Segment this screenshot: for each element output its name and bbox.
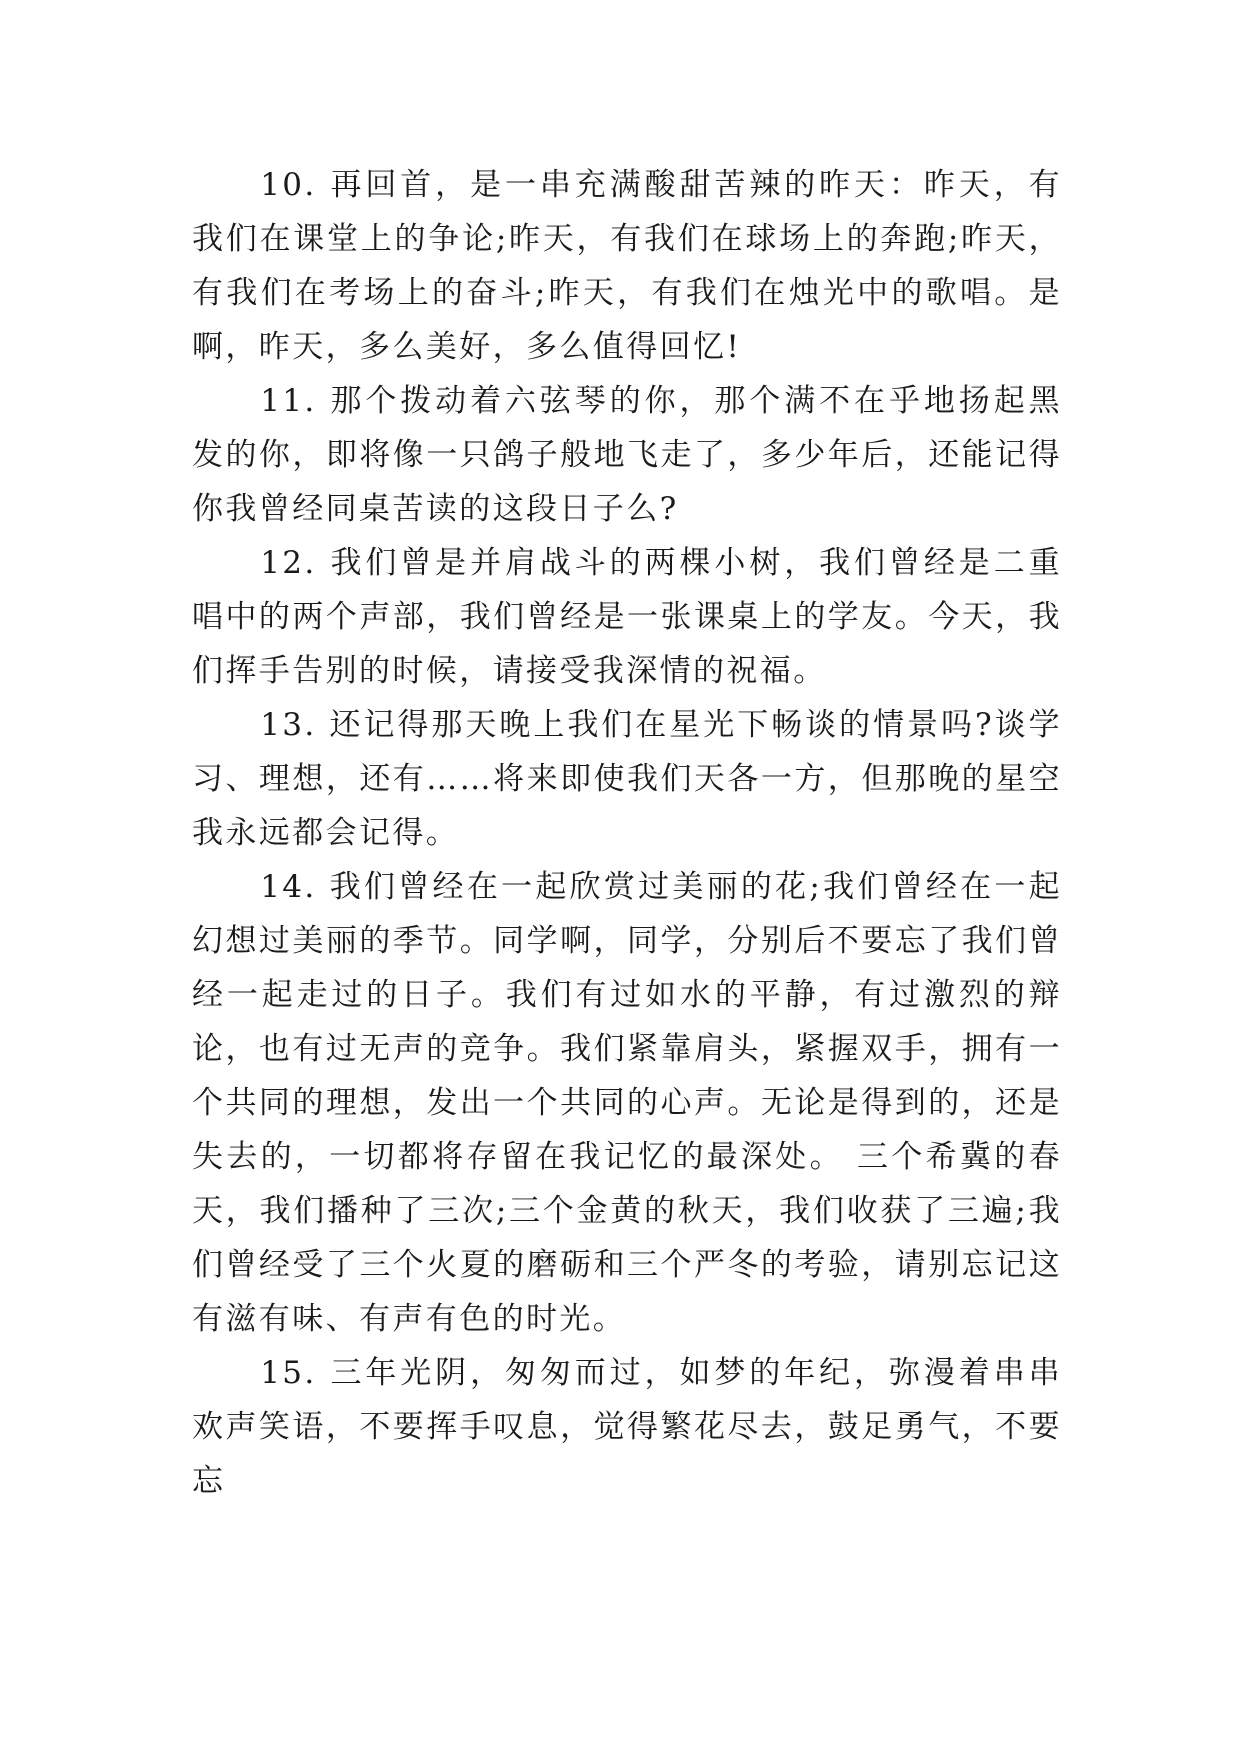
paragraph-15: 15. 三年光阴，匆匆而过，如梦的年纪，弥漫着串串欢声笑语，不要挥手叹息，觉得繁花尽去，鼓足勇气，不要忘 [192, 1355, 1062, 1499]
document-body [192, 158, 1062, 1508]
paragraph-12: 12. 我们曾是并肩战斗的两棵小树，我们曾经是二重唱中的两个声部，我们曾经是一张课桌上的学友。今天，我们挥手告别的时候，请接受我深情的祝福。 [192, 545, 1062, 689]
paragraph-11: 11. 那个拨动着六弦琴的你，那个满不在乎地扬起黑发的你，即将像一只鸽子般地飞走了，多少年后，还能记得你我曾经同桌苦读的这段日子么? [192, 383, 1062, 527]
paragraph-13: 13. 还记得那天晚上我们在星光下畅谈的情景吗?谈学习、理想，还有……将来即使我们天各一方，但那晚的星空我永远都会记得。 [192, 707, 1062, 851]
paragraph-10: 10. 再回首，是一串充满酸甜苦辣的昨天：昨天，有我们在课堂上的争论;昨天，有我们在球场上的奔跑;昨天，有我们在考场上的奋斗;昨天，有我们在烛光中的歌唱。是啊，昨天，多么美好，多么值得回忆! [192, 167, 1062, 365]
paragraph-14: 14. 我们曾经在一起欣赏过美丽的花;我们曾经在一起幻想过美丽的季节。同学啊，同学，分别后不要忘了我们曾经一起走过的日子。我们有过如水的平静，有过激烈的辩论，也有过无声的竞争。我们紧靠肩头，紧握双手，拥有一个共同的理想，发出一个共同的心声。无论是得到的，还是失去的，一切都将存留在我记忆的最深处。 三个希冀的春天，我们播种了三次;三个金黄的秋天，我们收获了三遍;我们曾经受了三个火夏的磨砺和三个严冬的考验，请别忘记这有滋有味、有声有色的时光。 [192, 869, 1062, 1337]
